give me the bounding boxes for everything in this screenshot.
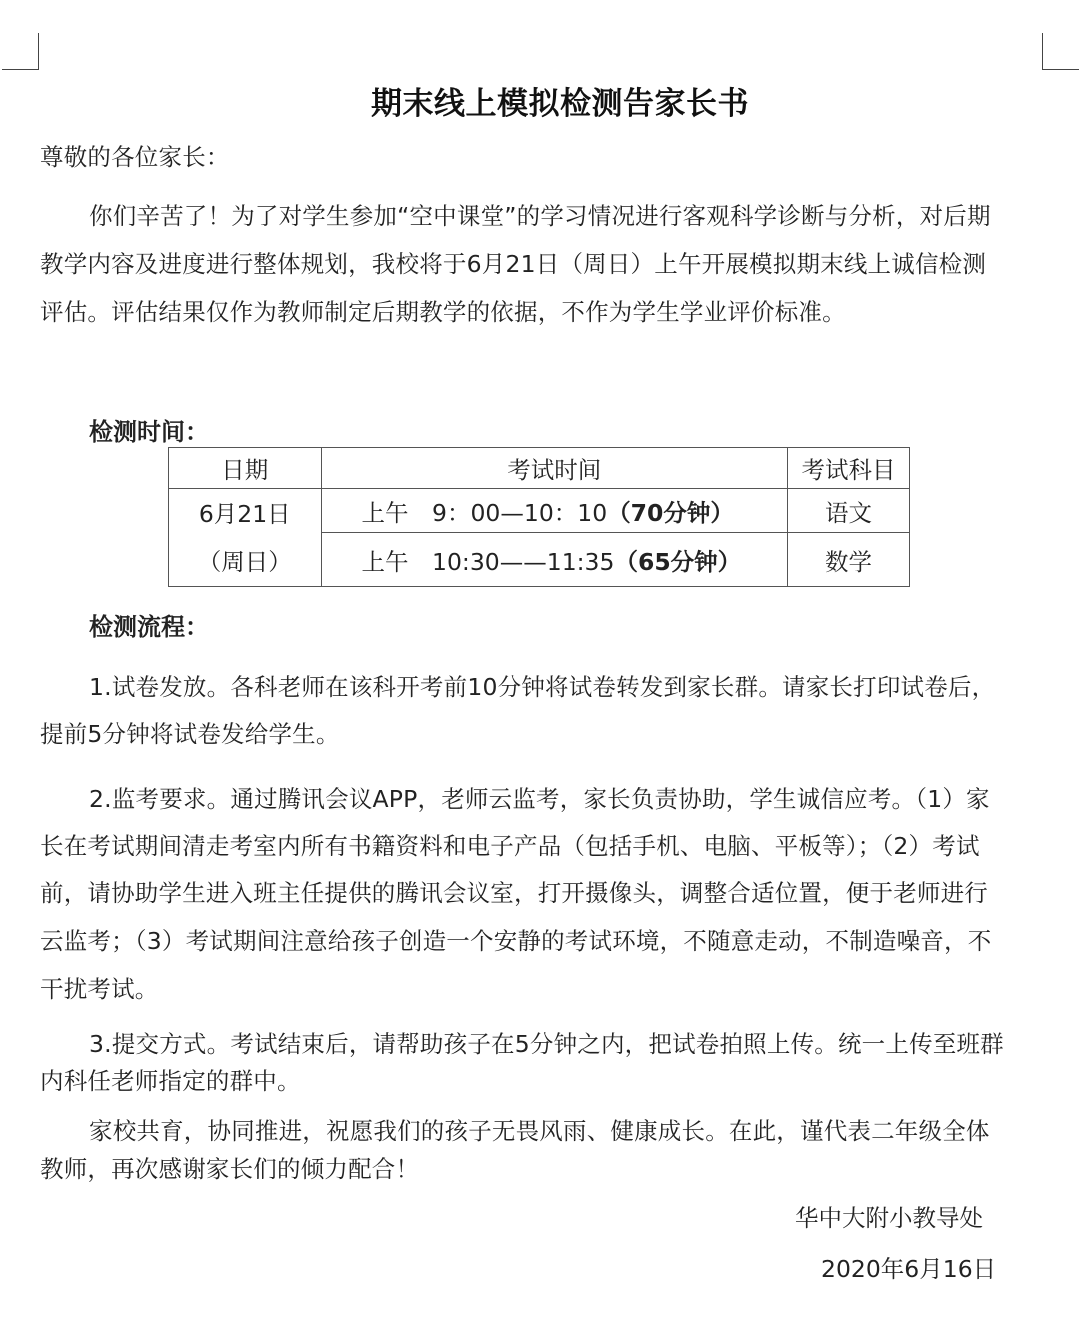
- process-item1-line-1: 1.试卷发放。各科老师在该科开考前10分钟将试卷转发到家长群。请家长打印试卷后，: [89, 673, 996, 701]
- exam-duration: （65分钟）: [614, 547, 742, 576]
- intro-line-1: 你们辛苦了！为了对学生参加“空中课堂”的学习情况进行客观科学诊断与分析，对后期: [89, 202, 991, 230]
- time-cell: [321, 533, 787, 587]
- time-cell: [321, 489, 787, 533]
- signature-org: 华中大附小教导处: [795, 1204, 983, 1232]
- document-title: 期末线上模拟检测告家长书: [371, 86, 749, 122]
- intro-line-2: 教学内容及进度进行整体规划，我校将于6月21日（周日）上午开展模拟期末线上诚信检测: [40, 250, 987, 278]
- date-value: 6月21日: [198, 499, 291, 528]
- greeting: 尊敬的各位家长：: [40, 143, 230, 171]
- subject-cell: 语文: [787, 489, 909, 533]
- date-cell: [169, 489, 322, 587]
- weekday-value: （周日）: [197, 547, 292, 576]
- schedule-heading: 检测时间：: [89, 418, 209, 446]
- table-header-row: [169, 448, 910, 489]
- subject-cell: 数学: [787, 533, 909, 587]
- process-item2-line-5: 干扰考试。: [40, 975, 159, 1003]
- page-corner-mark-right: [1042, 33, 1079, 70]
- header-time: 考试时间: [321, 448, 787, 489]
- process-item2-line-4: 云监考；（3）考试期间注意给孩子创造一个安静的考试环境，不随意走动，不制造噪音，不: [40, 927, 992, 955]
- header-subject: 考试科目: [787, 448, 909, 489]
- process-item3-line-2: 内科任老师指定的群中。: [40, 1067, 301, 1095]
- process-item3-line-1: 3.提交方式。考试结束后，请帮助孩子在5分钟之内，把试卷拍照上传。统一上传至班群: [89, 1030, 1004, 1058]
- signature-date: 2020年6月16日: [821, 1255, 997, 1283]
- process-item2-line-3: 前，请协助学生进入班主任提供的腾讯会议室，打开摄像头，调整合适位置，便于老师进行: [40, 879, 988, 907]
- process-item2-line-2: 长在考试期间清走考室内所有书籍资料和电子产品（包括手机、电脑、平板等）；（2）考试: [40, 832, 980, 860]
- closing-line-1: 家校共育，协同推进，祝愿我们的孩子无畏风雨、健康成长。在此，谨代表二年级全体: [89, 1117, 990, 1145]
- process-item1-line-2: 提前5分钟将试卷发给学生。: [40, 720, 340, 748]
- table-row: [169, 489, 910, 533]
- exam-duration: （70分钟）: [607, 498, 734, 527]
- page-corner-mark-left: [2, 33, 39, 70]
- schedule-table: [168, 447, 910, 587]
- exam-time: 上午 10:30——11:35: [361, 547, 615, 576]
- process-heading: 检测流程：: [89, 613, 209, 641]
- closing-line-2: 教师，再次感谢家长们的倾力配合！: [40, 1155, 420, 1183]
- process-item2-line-1: 2.监考要求。通过腾讯会议APP，老师云监考，家长负责协助，学生诚信应考。（1）家: [89, 785, 990, 813]
- exam-time: 上午 9：00—10：10: [361, 498, 608, 527]
- header-date: 日期: [169, 448, 322, 489]
- intro-line-3: 评估。评估结果仅作为教师制定后期教学的依据，不作为学生学业评价标准。: [40, 298, 846, 326]
